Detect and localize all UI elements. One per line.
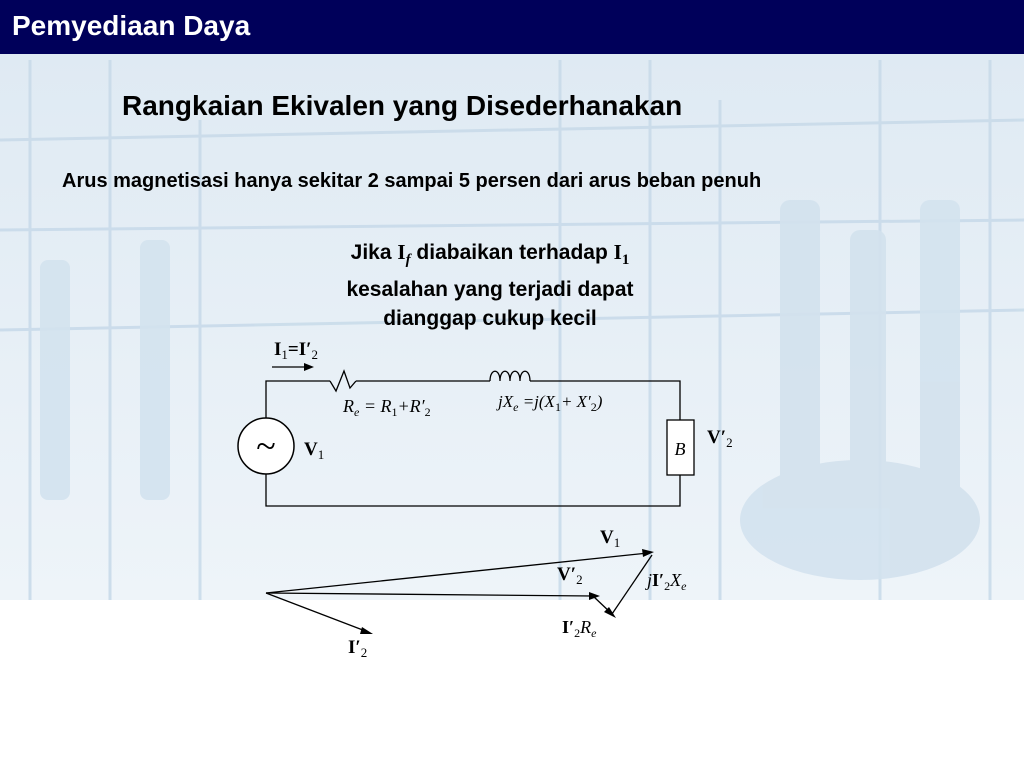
ac-source [238,418,294,474]
note-jika: Jika [350,241,392,264]
header-title: Pemyediaan Daya [12,10,251,41]
note-i1-main: I [613,240,622,264]
phasor-v1 [266,553,648,593]
note-if-main: I [397,240,406,264]
phasor-jixe-label: $jI'_2X_e$ [647,570,687,593]
reactance-label: $jX_e =j(X_1+ X'_2)$ [498,392,603,414]
resistance-label: $R_e = R_1+R'_2$ [343,396,431,419]
note-if-sub: f [405,252,411,269]
phasor-v2 [266,593,593,596]
note-line2: kesalahan yang terjadi dapat [346,278,634,302]
phasor-ire-label: $I'_2R_e$ [562,617,597,640]
current-arrow [272,363,314,371]
phasor-i2-label: $I'_2$ [348,637,368,660]
load-label: B [674,439,686,459]
phasor-v2-label: $V'_2$ [557,564,583,587]
source-voltage-label: $V_1$ [304,439,325,462]
current-label: $I_1=I'_2$ [274,339,318,362]
ac-source-symbol: ~ [256,426,276,466]
slide-subtitle: Arus magnetisasi hanya sekitar 2 sampai 5 persen dari arus beban penuh [62,170,762,192]
note-i1-sub: 1 [621,252,630,269]
note-diabaikan: diabaikan terhadap [416,241,608,264]
phasor-i2 [266,593,368,632]
note-line3: dianggap cukup kecil [383,307,597,331]
phasor-v1-label: $V_1$ [600,527,621,550]
phasor-arrowheads [360,549,654,634]
slide-title: Rangkaian Ekivalen yang Disederhanakan [122,90,683,121]
phasor-jixe [612,555,652,614]
load-box [667,420,694,475]
circuit-wires [266,371,680,506]
load-voltage-label: $V'_2$ [707,427,733,450]
phasor-lines [266,553,652,632]
